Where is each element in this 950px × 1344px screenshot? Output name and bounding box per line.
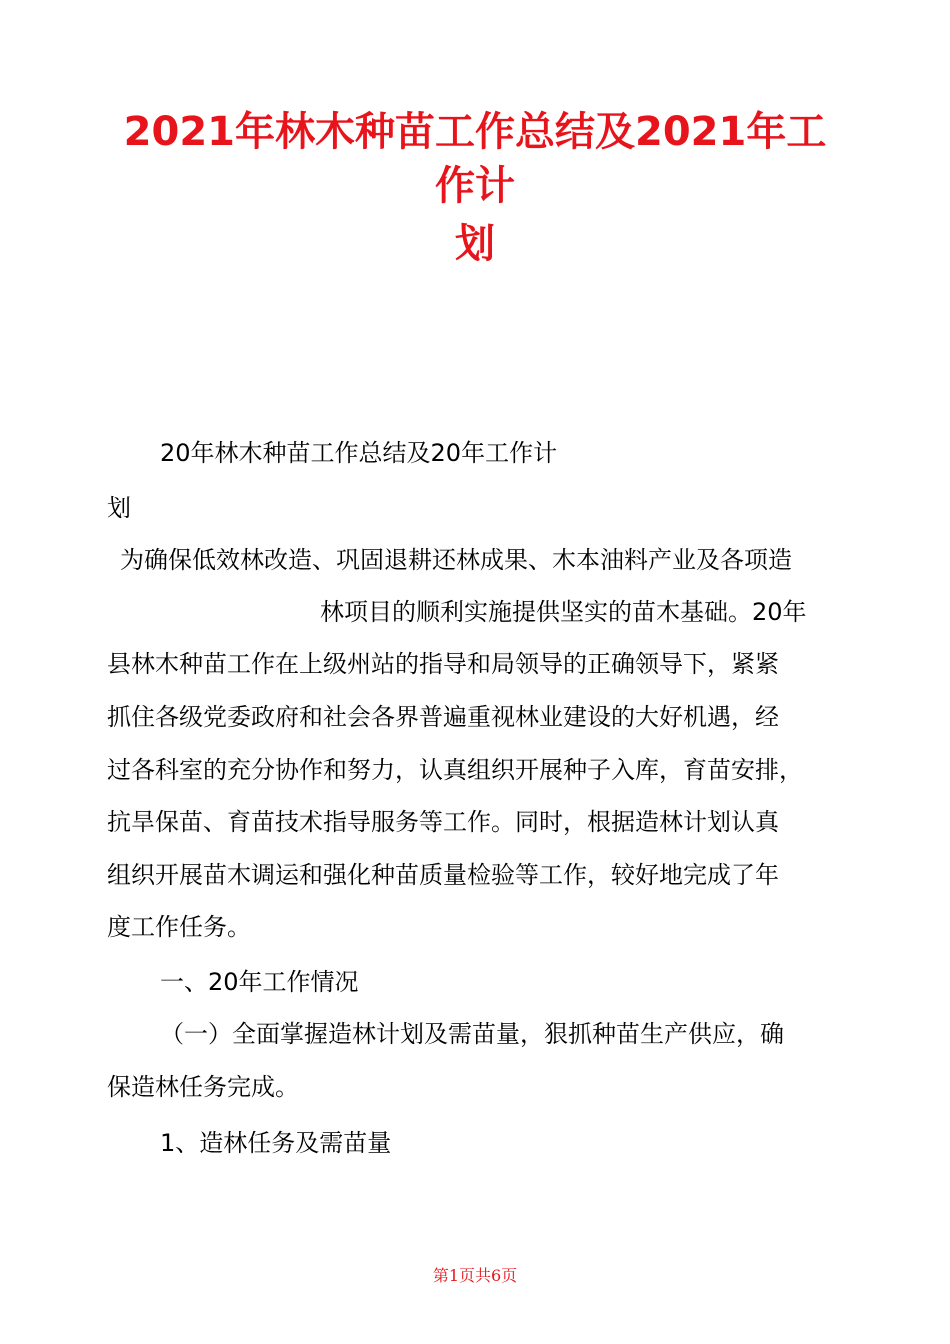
paragraph-intro-line: 为确保低效林改造、巩固退耕还林成果、木本油料产业及各项造 (120, 546, 792, 574)
item-heading-1: 1、造林任务及需苗量 (160, 1129, 392, 1157)
paragraph-intro-line: 组织开展苗木调运和强化种苗质量检验等工作，较好地完成了年 (107, 861, 779, 889)
subsection-heading-line: （一）全面掌握造林计划及需苗量，狠抓种苗生产供应，确 (160, 1020, 784, 1048)
document-title-line-1: 2021年林木种苗工作总结及2021年工 (123, 109, 827, 155)
page-number-footer: 第1页共6页 (432, 1266, 518, 1285)
document-title-line-3: 划 (455, 221, 495, 267)
subtitle-line-1: 20年林木种苗工作总结及20年工作计 (160, 439, 558, 467)
paragraph-intro-line: 林项目的顺利实施提供坚实的苗木基础。20年 (320, 598, 807, 626)
paragraph-intro-line: 抓住各级党委政府和社会各界普遍重视林业建设的大好机遇，经 (107, 703, 779, 731)
paragraph-intro-line: 过各科室的充分协作和努力，认真组织开展种子入库，育苗安排， (107, 756, 803, 784)
subtitle-line-2: 划 (107, 494, 131, 522)
paragraph-intro-line: 度工作任务。 (107, 913, 251, 941)
section-heading-1: 一、20年工作情况 (160, 968, 359, 996)
paragraph-intro-line: 县林木种苗工作在上级州站的指导和局领导的正确领导下，紧紧 (107, 650, 779, 678)
document-title-line-2: 作计 (435, 163, 515, 209)
subsection-heading-line: 保造林任务完成。 (107, 1073, 299, 1101)
paragraph-intro-line: 抗旱保苗、育苗技术指导服务等工作。同时，根据造林计划认真 (107, 808, 779, 836)
